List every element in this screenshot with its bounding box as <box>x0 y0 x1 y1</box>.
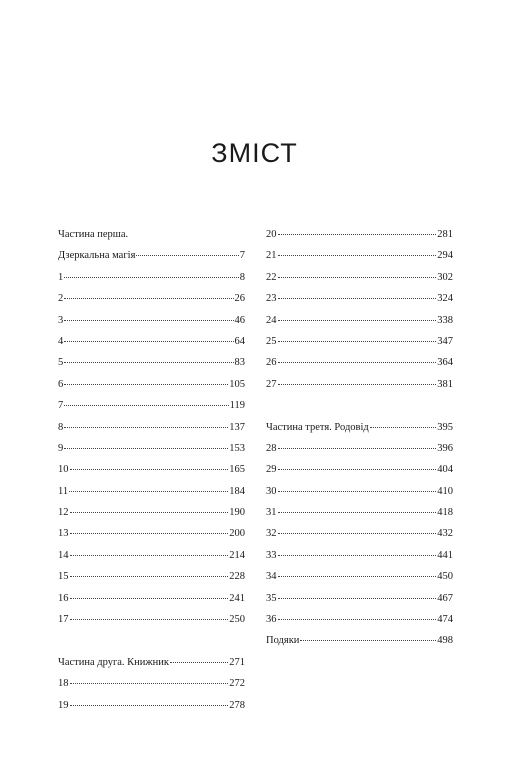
toc-entry-page: 184 <box>229 485 245 497</box>
toc-leader-dots <box>278 491 437 492</box>
toc-entry <box>58 678 245 699</box>
toc-entry-page: 347 <box>437 335 453 347</box>
toc-entry <box>58 700 245 721</box>
toc-entry-page: 404 <box>437 464 453 476</box>
toc-leader-dots <box>64 362 233 363</box>
toc-leader-dots <box>278 533 437 534</box>
toc-entry <box>266 571 453 592</box>
toc-entry-label: 22 <box>266 271 277 283</box>
toc-leader-dots <box>278 320 437 321</box>
toc-entry <box>266 315 453 336</box>
toc-entry <box>58 379 245 400</box>
toc-leader-dots <box>170 662 228 663</box>
toc-entry-label: 32 <box>266 528 277 540</box>
toc-entry <box>266 486 453 507</box>
toc-entry-label: 3 <box>58 314 64 326</box>
toc-entry-page: 26 <box>234 293 245 305</box>
toc-entry-label: 23 <box>266 293 277 305</box>
toc-leader-dots <box>278 341 437 342</box>
toc-entry-label: 20 <box>266 229 277 240</box>
toc-entry-page: 271 <box>229 656 245 668</box>
toc-entry-page: 441 <box>437 549 453 561</box>
toc-entry <box>266 379 453 400</box>
toc-entry-label: 27 <box>266 378 277 390</box>
toc-entry <box>58 443 245 464</box>
toc-entry-page: 105 <box>229 378 245 390</box>
toc-gap <box>266 400 453 421</box>
toc-entry-label: 16 <box>58 592 69 604</box>
toc-entry-label: 13 <box>58 528 69 540</box>
toc-leader-dots <box>70 598 229 599</box>
toc-entry-page: 302 <box>437 271 453 283</box>
toc-entry <box>266 293 453 314</box>
toc-entry <box>266 336 453 357</box>
toc-entry-label: 6 <box>58 378 64 390</box>
toc-leader-dots <box>278 576 437 577</box>
toc-entry <box>58 336 245 357</box>
toc-entry-page: 395 <box>437 421 453 433</box>
toc-entry-label: 2 <box>58 293 64 305</box>
toc-leader-dots <box>69 491 228 492</box>
toc-entry-label: Частина перша. <box>58 229 129 240</box>
toc-entry-label: 4 <box>58 335 64 347</box>
toc-entry-page: 364 <box>437 357 453 369</box>
toc-entry-label: 21 <box>266 250 277 262</box>
toc-entry <box>266 250 453 271</box>
toc-entry-page: 281 <box>437 229 453 240</box>
toc-entry <box>58 486 245 507</box>
toc-leader-dots <box>278 234 437 235</box>
toc-entry-page: 228 <box>229 571 245 583</box>
page-title: ЗМІСТ <box>211 138 298 168</box>
toc-entry-page: 190 <box>229 507 245 519</box>
toc-entry-page: 83 <box>234 357 245 369</box>
toc-leader-dots <box>64 427 228 428</box>
toc-leader-dots <box>370 427 437 428</box>
toc-entry-label: 24 <box>266 314 277 326</box>
toc-entry <box>266 464 453 485</box>
toc-entry <box>266 614 453 635</box>
toc-entry <box>58 614 245 635</box>
toc-entry-page: 241 <box>229 592 245 604</box>
toc-entry-label: 10 <box>58 464 69 476</box>
toc-entry-label: 7 <box>58 400 64 412</box>
toc-entry <box>58 571 245 592</box>
toc-entry <box>58 657 245 678</box>
toc-entry-page: 432 <box>437 528 453 540</box>
toc-leader-dots <box>70 619 229 620</box>
toc-entry-label: 15 <box>58 571 69 583</box>
toc-entry-page: 278 <box>229 699 245 711</box>
toc-entry <box>266 550 453 571</box>
toc-leader-dots <box>64 277 239 278</box>
toc-entry-page: 418 <box>437 507 453 519</box>
toc-entry-label: 33 <box>266 549 277 561</box>
toc-entry-page: 165 <box>229 464 245 476</box>
toc-entry-label: Подяки <box>266 635 300 647</box>
toc-leader-dots <box>278 512 437 513</box>
toc-entry <box>58 293 245 314</box>
toc-entry-label: 25 <box>266 335 277 347</box>
toc-entry-label: 31 <box>266 507 277 519</box>
toc-entry-label: 26 <box>266 357 277 369</box>
toc-entry <box>58 528 245 549</box>
toc-entry-label: 28 <box>266 442 277 454</box>
toc-entry-page: 64 <box>234 335 245 347</box>
toc-entry-label: 29 <box>266 464 277 476</box>
toc-entry-label: 19 <box>58 699 69 711</box>
toc-entry-page: 153 <box>229 442 245 454</box>
toc-leader-dots <box>278 555 437 556</box>
toc-entry <box>58 272 245 293</box>
toc-entry <box>58 422 245 443</box>
toc-entry-label: Дзеркальна магія <box>58 250 136 262</box>
toc-leader-dots <box>70 512 229 513</box>
toc-entry-page: 396 <box>437 442 453 454</box>
toc-leader-dots <box>64 341 233 342</box>
toc-entry <box>58 550 245 571</box>
toc-entry-label: 11 <box>58 485 69 497</box>
toc-entry-page: 294 <box>437 250 453 262</box>
toc-entry-label: 8 <box>58 421 64 433</box>
toc-leader-dots <box>278 298 437 299</box>
toc-entry <box>58 229 245 250</box>
toc-entry <box>266 272 453 293</box>
toc-entry-label: 18 <box>58 678 69 690</box>
toc-leader-dots <box>64 320 233 321</box>
toc-entry-label: 1 <box>58 271 64 283</box>
toc-entry-page: 324 <box>437 293 453 305</box>
toc-right-column <box>266 229 453 657</box>
toc-entry-page: 8 <box>239 271 245 283</box>
toc-left-column <box>58 229 245 721</box>
toc-entry-label: Частина третя. Родовід <box>266 421 369 433</box>
toc-leader-dots <box>136 255 238 256</box>
toc-entry <box>58 315 245 336</box>
toc-leader-dots <box>64 298 233 299</box>
toc-leader-dots <box>278 255 437 256</box>
toc-entry-page: 381 <box>437 378 453 390</box>
toc-leader-dots <box>64 384 228 385</box>
toc-entry-label: 9 <box>58 442 64 454</box>
toc-entry <box>58 357 245 378</box>
toc-entry <box>266 229 453 250</box>
toc-entry-page: 338 <box>437 314 453 326</box>
toc-entry-page: 450 <box>437 571 453 583</box>
toc-entry <box>58 507 245 528</box>
toc-entry-label: 5 <box>58 357 64 369</box>
toc-entry-page: 410 <box>437 485 453 497</box>
toc-entry <box>58 400 245 421</box>
toc-entry <box>58 593 245 614</box>
toc-entry-label: 34 <box>266 571 277 583</box>
toc-entry-page: 214 <box>229 549 245 561</box>
toc-entry-label: 12 <box>58 507 69 519</box>
toc-leader-dots <box>70 469 229 470</box>
toc-entry-page: 7 <box>239 250 245 262</box>
toc-leader-dots <box>70 705 229 706</box>
toc-gap <box>58 635 245 656</box>
toc-leader-dots <box>70 683 229 684</box>
toc-leader-dots <box>300 640 436 641</box>
toc-entry-page: 137 <box>229 421 245 433</box>
toc-entry <box>58 250 245 271</box>
toc-entry-page: 46 <box>234 314 245 326</box>
toc-entry <box>266 357 453 378</box>
toc-leader-dots <box>70 576 229 577</box>
toc-leader-dots <box>64 405 228 406</box>
toc-entry-label: 17 <box>58 614 69 626</box>
toc-entry <box>266 635 453 656</box>
toc-entry-page: 250 <box>229 614 245 626</box>
toc-entry-page: 467 <box>437 592 453 604</box>
toc-entry-label: 14 <box>58 549 69 561</box>
toc-entry <box>266 422 453 443</box>
toc-leader-dots <box>278 362 437 363</box>
toc-leader-dots <box>278 384 437 385</box>
toc-entry <box>266 528 453 549</box>
toc-entry <box>58 464 245 485</box>
toc-entry-page: 498 <box>437 635 453 647</box>
toc-entry <box>266 443 453 464</box>
toc-entry-page: 272 <box>229 678 245 690</box>
toc-entry-label: 36 <box>266 614 277 626</box>
toc-entry-page: 200 <box>229 528 245 540</box>
toc-leader-dots <box>278 598 437 599</box>
toc-leader-dots <box>278 277 437 278</box>
toc-entry <box>266 507 453 528</box>
toc-entry-label: 30 <box>266 485 277 497</box>
toc-leader-dots <box>70 555 229 556</box>
toc-entry-label: 35 <box>266 592 277 604</box>
toc-entry-page: 119 <box>229 400 245 412</box>
toc-entry-label: Частина друга. Книжник <box>58 656 170 668</box>
toc-leader-dots <box>70 533 229 534</box>
toc-leader-dots <box>64 448 228 449</box>
toc-entry <box>266 593 453 614</box>
toc-leader-dots <box>278 469 437 470</box>
toc-entry-page: 474 <box>437 614 453 626</box>
toc-leader-dots <box>278 619 437 620</box>
toc-leader-dots <box>278 448 437 449</box>
